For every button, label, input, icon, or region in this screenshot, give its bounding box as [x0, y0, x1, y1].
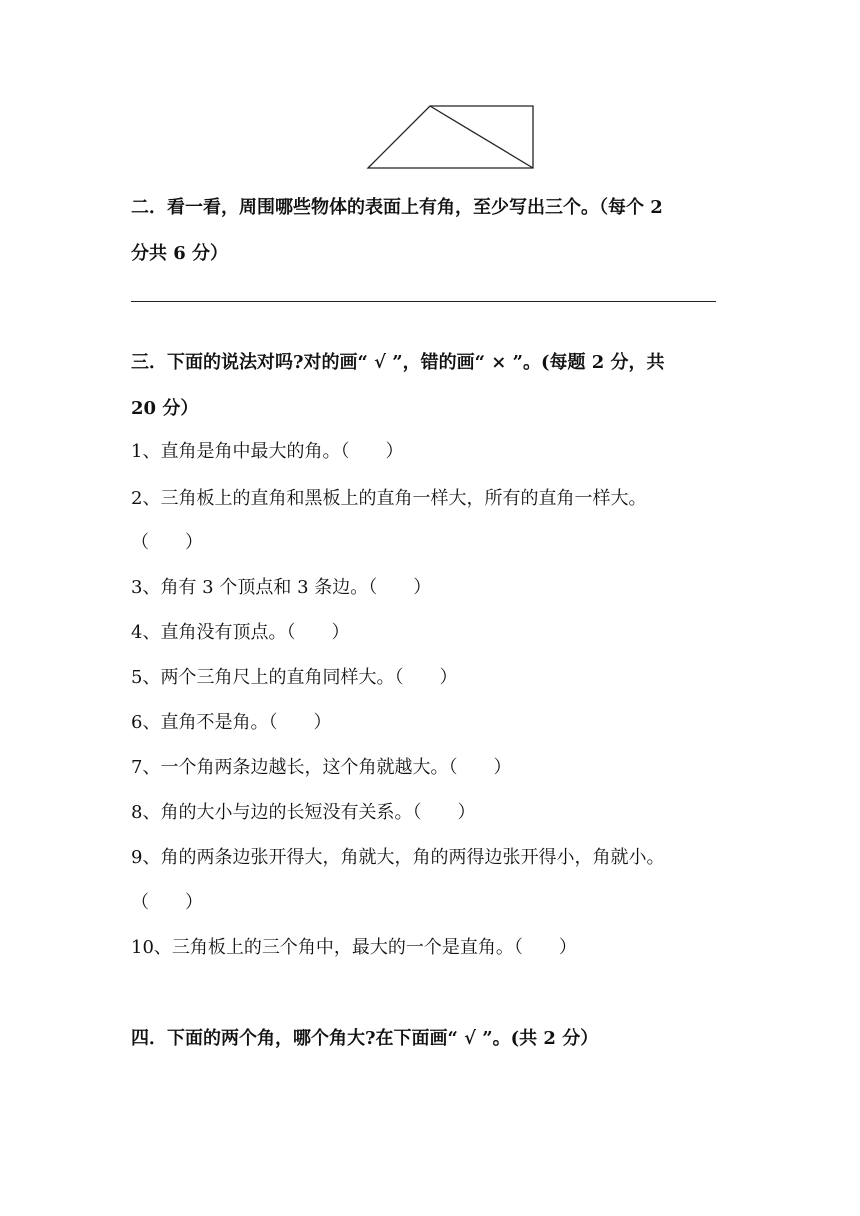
- trapezoid-diagonal: [430, 106, 533, 168]
- statement-item: 7、一个角两条边越长，这个角就越大。（ ）: [131, 757, 512, 778]
- statement-item: 4、直角没有顶点。（ ）: [131, 622, 350, 643]
- statement-item: 3、角有 3 个顶点和 3 条边。（ ）: [131, 577, 432, 598]
- trapezoid-outline: [368, 106, 533, 168]
- statement-item: 6、直角不是角。（ ）: [131, 712, 332, 733]
- statement-item: 5、两个三角尺上的直角同样大。（ ）: [131, 667, 458, 688]
- statement-item: 8、角的大小与边的长短没有关系。（ ）: [131, 802, 476, 823]
- statement-item: 2、三角板上的直角和黑板上的直角一样大，所有的直角一样大。: [131, 488, 647, 509]
- section3-heading-line1: 三．下面的说法对吗?对的画“ √ ”，错的画“ × ”。(每题 2 分，共: [131, 352, 665, 373]
- section4-heading: 四．下面的两个角，哪个角大?在下面画“ √ ”。(共 2 分）: [131, 1028, 599, 1049]
- trapezoid-diagram: [360, 98, 542, 174]
- statement-item: 10、三角板上的三个角中，最大的一个是直角。（ ）: [131, 937, 577, 958]
- section2-heading-line2: 分共 6 分）: [131, 243, 229, 264]
- statement-item: （ ）: [131, 532, 203, 553]
- section3-heading-line2: 20 分）: [131, 398, 199, 419]
- statement-item: 1、直角是角中最大的角。（ ）: [131, 441, 404, 462]
- section2-heading-line1: 二．看一看，周围哪些物体的表面上有角，至少写出三个。（每个 2: [131, 197, 663, 218]
- statement-item: 9、角的两条边张开得大，角就大，角的两得边张开得小，角就小。: [131, 847, 665, 868]
- answer-blank-line: [131, 301, 716, 302]
- statement-item: （ ）: [131, 892, 203, 913]
